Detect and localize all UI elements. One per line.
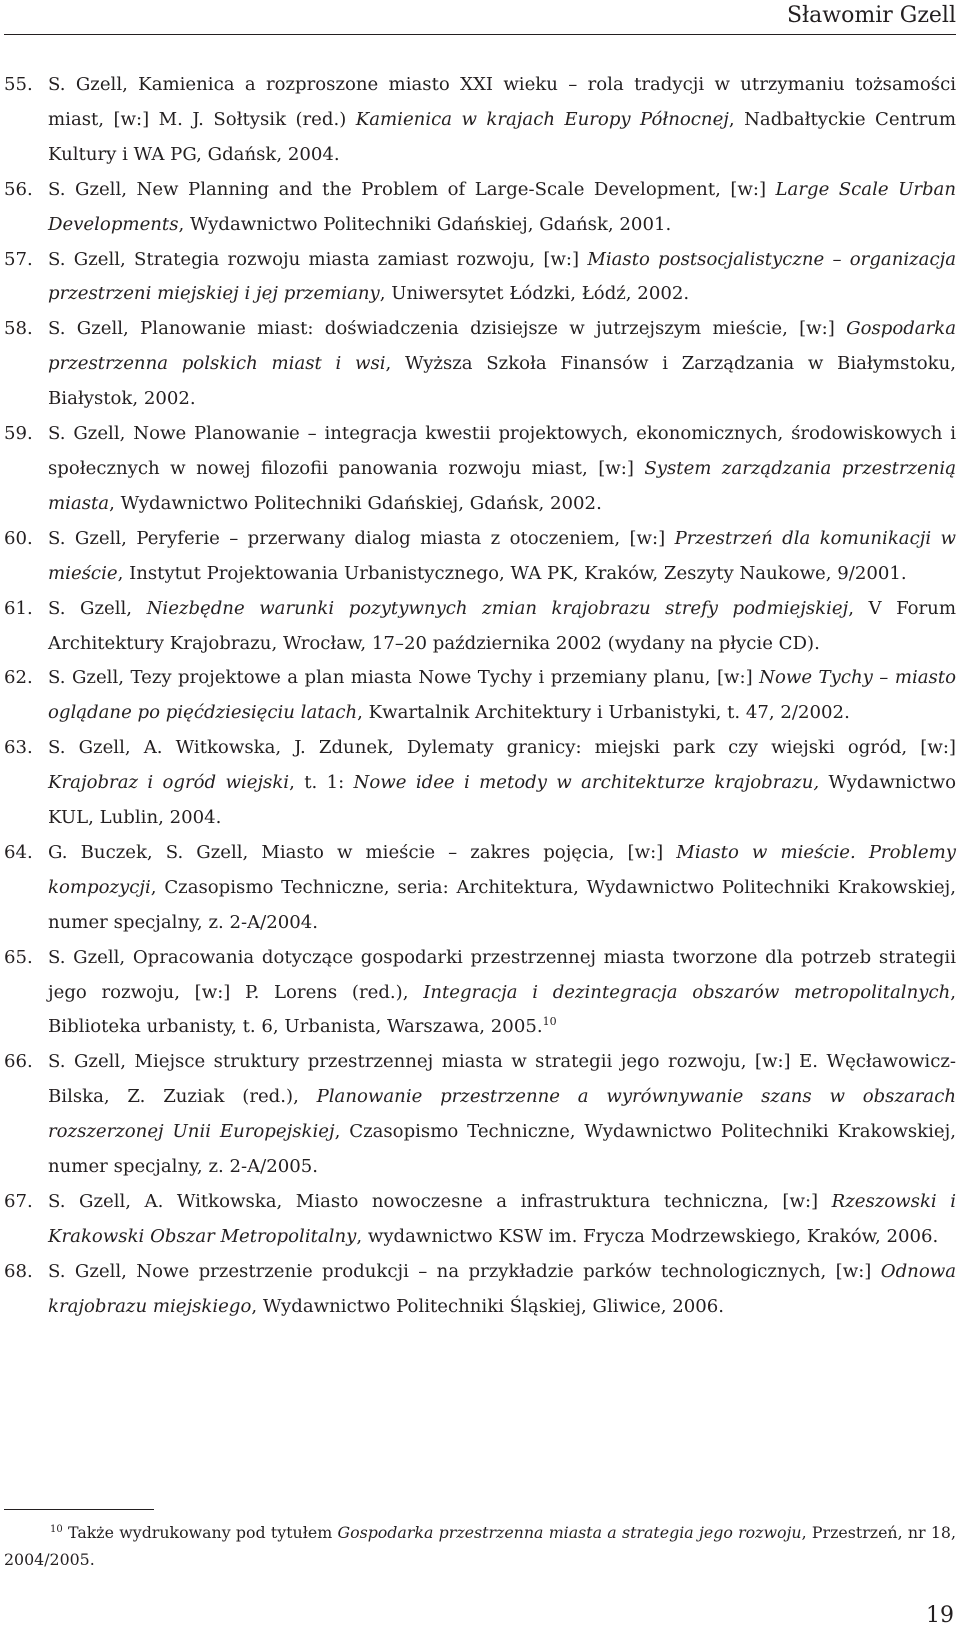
reference-number: 56. bbox=[4, 178, 33, 200]
reference-text: , Czasopismo Techniczne, Wydawnictwo Politechniki Krakowskiej, numer specjalny, z. 2-A/2005. bbox=[48, 1121, 956, 1178]
reference-text: S. Gzell, Strategia rozwoju miasta zamiast rozwoju, [w:] bbox=[48, 248, 588, 270]
reference-item bbox=[4, 592, 956, 662]
reference-title: Gospodarka przestrzenna miasta a strategia jego rozwoju bbox=[337, 1523, 802, 1542]
reference-title: Nowe Tychy – miasto oglądane po pięćdziesięciu latach bbox=[48, 667, 957, 724]
reference-title: Nowe idee i metody w architekturze krajobrazu, bbox=[353, 772, 820, 794]
reference-text: , Wydawnictwo Politechniki Gdańskiej, Gdańsk, 2002. bbox=[109, 492, 602, 514]
reference-text: , Wydawnictwo Politechniki Gdańskiej, Gdańsk, 2001. bbox=[178, 213, 672, 235]
reference-text: , t. 1: bbox=[289, 772, 354, 794]
running-head-author: Sławomir Gzell bbox=[786, 3, 956, 28]
reference-item bbox=[4, 661, 956, 731]
reference-text: , wydawnictwo KSW im. Frycza Modrzewskiego, Kraków, 2006. bbox=[356, 1225, 939, 1247]
reference-text: S. Gzell, bbox=[48, 597, 147, 619]
reference-text: G. Buczek, S. Gzell, Miasto w mieście – zakres pojęcia, [w:] bbox=[48, 841, 677, 863]
footnote-marker: 10 bbox=[542, 1015, 557, 1029]
page-header bbox=[0, 0, 960, 34]
reference-title: Niezbędne warunki pozytywnych zmian krajobrazu strefy podmiejskiej bbox=[146, 597, 849, 619]
reference-item bbox=[4, 417, 956, 522]
reference-text: , Przestrzeń, nr 18, 2004/2005. bbox=[4, 1523, 956, 1569]
reference-item bbox=[4, 1185, 956, 1255]
reference-number: 67. bbox=[4, 1191, 33, 1212]
reference-number: 63. bbox=[4, 737, 33, 759]
reference-number: 64. bbox=[4, 841, 33, 863]
reference-number: 62. bbox=[4, 667, 33, 689]
reference-number: 66. bbox=[4, 1051, 33, 1073]
reference-text: S. Gzell, A. Witkowska, J. Zdunek, Dylematy granicy: miejski park czy wiejski ogród, [w:] bbox=[48, 737, 956, 759]
reference-number: 60. bbox=[4, 527, 33, 549]
reference-title: Przestrzeń dla komunikacji w mieście bbox=[48, 527, 957, 584]
reference-text: , Wydawnictwo Politechniki Śląskiej, Gliwice, 2006. bbox=[251, 1295, 724, 1317]
reference-title: Odnowa krajobrazu miejskiego bbox=[48, 1260, 956, 1317]
reference-number: 58. bbox=[4, 318, 33, 340]
reference-text: , Biblioteka urbanisty, t. 6, Urbanista, Warszawa, 2005. bbox=[48, 981, 957, 1038]
reference-item bbox=[4, 1255, 956, 1325]
footnote-rule bbox=[4, 1509, 154, 1510]
reference-text: , Nadbałtyckie Centrum Kultury i WA PG, Gdańsk, 2004. bbox=[48, 108, 956, 165]
reference-text: S. Gzell, Tezy projektowe a plan miasta Nowe Tychy i przemiany planu, [w:] bbox=[48, 667, 760, 689]
reference-item bbox=[4, 173, 956, 243]
reference-text: Wydawnictwo KUL, Lublin, 2004. bbox=[48, 772, 956, 829]
reference-title: Integracja i dezintegracja obszarów metropolitalnych bbox=[423, 981, 951, 1003]
footnote-marker: 10 bbox=[50, 1524, 63, 1535]
reference-text: , Kwartalnik Architektury i Urbanistyki, t. 47, 2/2002. bbox=[357, 702, 850, 724]
reference-item bbox=[4, 941, 956, 1046]
reference-item bbox=[4, 243, 956, 313]
reference-title: Kamienica w krajach Europy Północnej bbox=[355, 108, 729, 130]
reference-number: 55. bbox=[4, 74, 33, 95]
reference-text: Także wydrukowany pod tytułem bbox=[62, 1523, 338, 1542]
reference-text: S. Gzell, Nowe przestrzenie produkcji – na przykładzie parków technologicznych, [w:] bbox=[48, 1260, 881, 1282]
header-rule bbox=[4, 34, 956, 35]
reference-text: , Wyższa Szkoła Finansów i Zarządzania w Białymstoku, Białystok, 2002. bbox=[48, 353, 956, 410]
reference-text: S. Gzell, New Planning and the Problem of Large-Scale Development, [w:] bbox=[48, 178, 776, 200]
reference-title: Gospodarka przestrzenna polskich miast i wsi bbox=[48, 318, 956, 375]
reference-item bbox=[4, 1045, 956, 1185]
reference-text: S. Gzell, Kamienica a rozproszone miasto XXI wieku – rola tradycji w utrzymaniu tożsamości miast, [w:] M. J. Sołtysik (red.) bbox=[48, 74, 956, 130]
reference-number: 65. bbox=[4, 946, 33, 968]
reference-item bbox=[4, 522, 956, 592]
reference-number: 61. bbox=[4, 597, 33, 619]
reference-text: S. Gzell, Planowanie miast: doświadczenia dzisiejsze w jutrzejszym mieście, [w:] bbox=[48, 318, 847, 340]
reference-text: , V Forum Architektury Krajobrazu, Wrocław, 17–20 października 2002 (wydany na płycie CD). bbox=[48, 597, 956, 654]
reference-item bbox=[4, 312, 956, 417]
reference-list bbox=[4, 68, 956, 1325]
reference-text: S. Gzell, Opracowania dotyczące gospodarki przestrzennej miasta tworzone dla potrzeb strategii jego rozwoju, [w:] P. Lorens (red.), bbox=[48, 946, 956, 1003]
reference-title: Miasto w mieście. Problemy kompozycji bbox=[48, 841, 956, 898]
page-number: 19 bbox=[926, 1603, 954, 1628]
reference-text: S. Gzell, A. Witkowska, Miasto nowoczesne a infrastruktura techniczna, [w:] bbox=[48, 1191, 832, 1212]
reference-number: 57. bbox=[4, 248, 33, 270]
reference-item bbox=[4, 731, 956, 836]
reference-text: , Czasopismo Techniczne, seria: Architektura, Wydawnictwo Politechniki Krakowskiej, numer specjalny, z. 2-A/2004. bbox=[48, 876, 956, 933]
footnote bbox=[4, 1519, 956, 1573]
reference-title: Krajobraz i ogród wiejski bbox=[48, 772, 290, 794]
reference-item bbox=[4, 836, 956, 941]
reference-number: 59. bbox=[4, 423, 33, 445]
reference-text: S. Gzell, Peryferie – przerwany dialog miasta z otoczeniem, [w:] bbox=[48, 527, 675, 549]
reference-item bbox=[4, 68, 956, 173]
reference-title: Planowanie przestrzenne a wyrównywanie szans w obszarach rozszerzonej Unii Europejskiej bbox=[48, 1086, 956, 1143]
reference-title: Miasto postsocjalistyczne – organizacja przestrzeni miejskiej i jej przemiany bbox=[48, 248, 956, 305]
reference-text: S. Gzell, Nowe Planowanie – integracja kwestii projektowych, ekonomicznych, środowiskowych i społecznych w nowej filozofii panowania rozwoju miast, [w:] bbox=[48, 423, 956, 479]
reference-text: S. Gzell, Miejsce struktury przestrzennej miasta w strategii jego rozwoju, [w:] E. Węcławowicz-Bilska, Z. Zuziak (red.), bbox=[48, 1051, 956, 1108]
reference-text: , Instytut Projektowania Urbanistycznego, WA PK, Kraków, Zeszyty Naukowe, 9/2001. bbox=[117, 562, 907, 584]
reference-title: Large Scale Urban Developments bbox=[48, 178, 957, 235]
reference-title: System zarządzania przestrzenią miasta bbox=[48, 457, 956, 514]
reference-title: Rzeszowski i Krakowski Obszar Metropolitalny bbox=[48, 1191, 956, 1247]
reference-number: 68. bbox=[4, 1260, 33, 1282]
reference-text: , Uniwersytet Łódzki, Łódź, 2002. bbox=[379, 283, 690, 305]
